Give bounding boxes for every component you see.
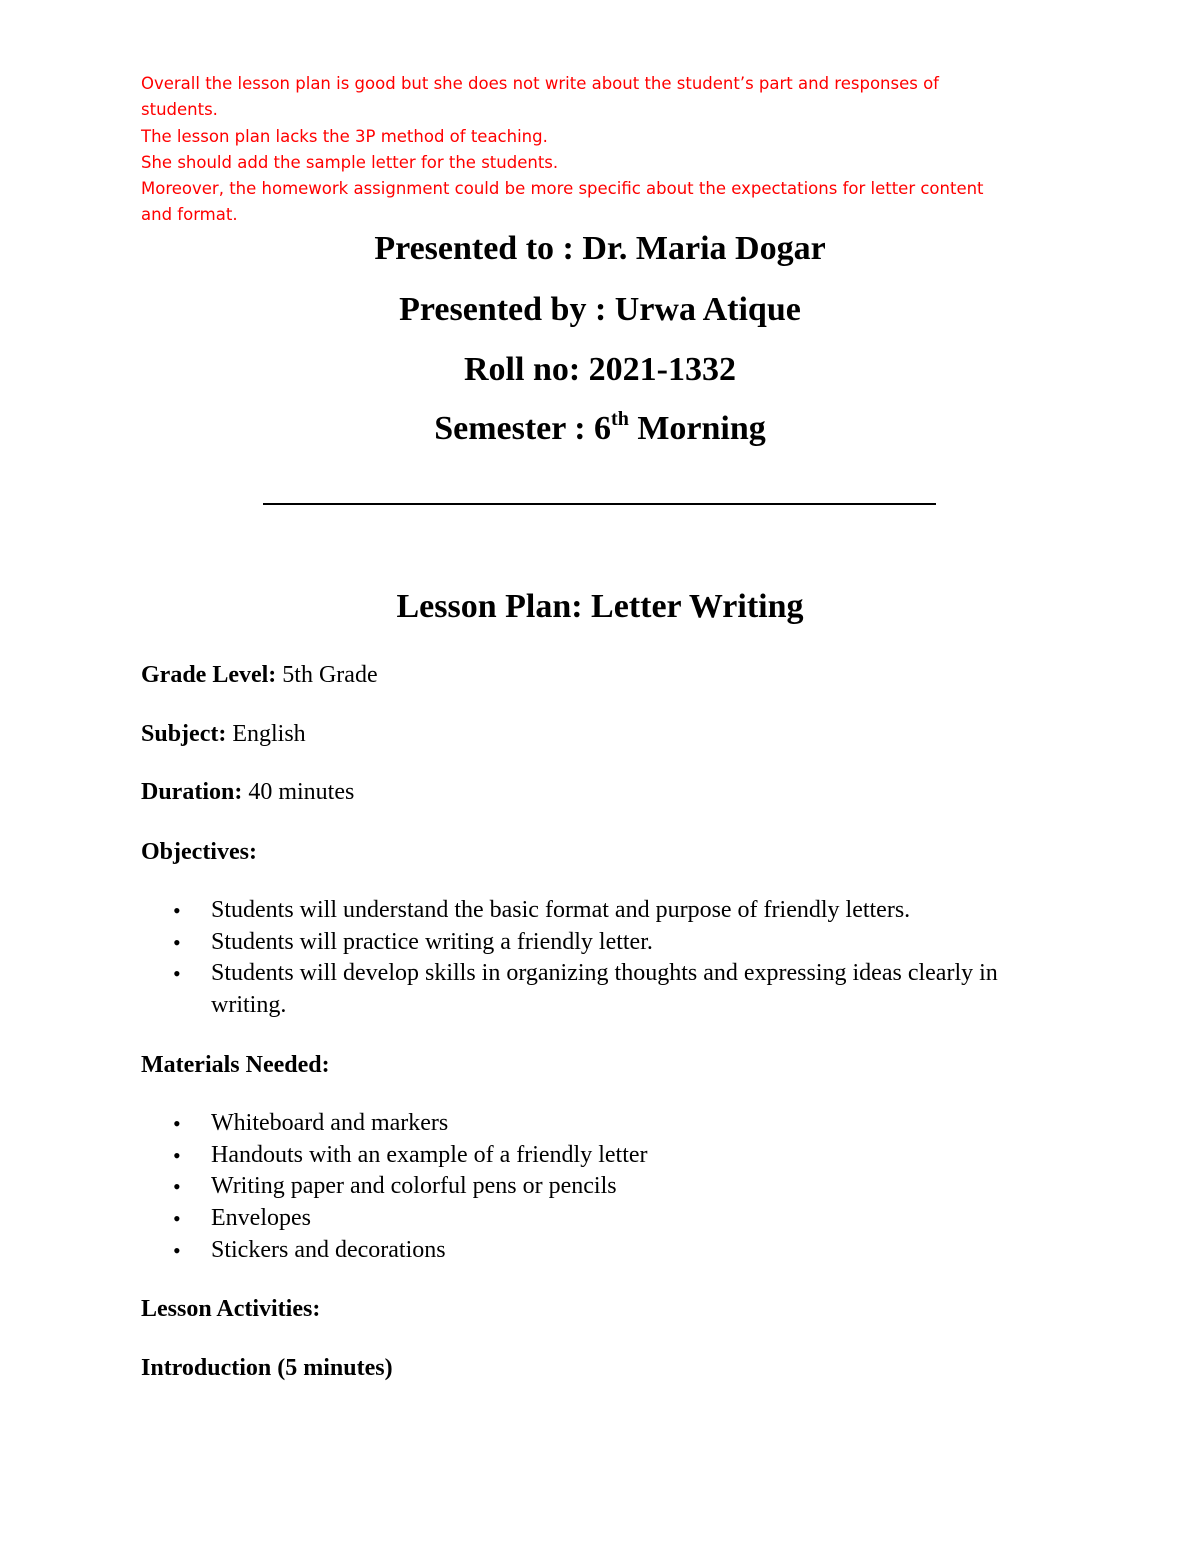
semester: [0, 409, 1200, 449]
bullet-icon: •: [173, 1237, 181, 1263]
roll-number: Roll no: 2021-1332: [464, 351, 736, 388]
bullet-icon: •: [173, 1174, 181, 1200]
semester-ordinal: th: [611, 407, 629, 430]
activities-heading: Lesson Activities:: [141, 1296, 321, 1322]
feedback-line: Overall the lesson plan is good but she does not write about the student’s part and responses of: [141, 74, 939, 93]
presented-by: Presented by : Urwa Atique: [399, 291, 801, 328]
bullet-icon: •: [173, 961, 181, 987]
duration-value: 40 minutes: [242, 779, 355, 805]
objectives-heading: Objectives:: [141, 839, 257, 865]
feedback-line: The lesson plan lacks the 3P method of teaching.: [141, 126, 548, 146]
duration-label: Duration:: [141, 779, 243, 805]
introduction-heading: Introduction (5 minutes): [141, 1355, 393, 1381]
list-item: • Writing paper and colorful pens or pencils: [141, 1171, 648, 1203]
subject-value: English: [226, 721, 306, 747]
materials-heading: Materials Needed:: [141, 1052, 330, 1078]
list-item: • Envelopes: [141, 1203, 648, 1235]
objectives-list: [141, 895, 1031, 1022]
list-item: • Whiteboard and markers: [141, 1108, 648, 1140]
grade-level-label: Grade Level:: [141, 662, 277, 688]
bullet-icon: •: [173, 898, 181, 923]
feedback-line: She should add the sample letter for the students.: [141, 152, 559, 172]
list-item: • Students will understand the basic format and purpose of friendly letters.: [141, 895, 1031, 927]
grade-level-value: 5th Grade: [276, 662, 378, 688]
duration: [141, 777, 354, 807]
materials-list: [141, 1108, 648, 1267]
subject-label: Subject:: [141, 721, 227, 747]
bullet-icon: •: [173, 1142, 181, 1168]
semester-prefix: Semester : 6: [434, 410, 612, 447]
feedback-line: Moreover, the homework assignment could be more specific about the expectations for letter content: [141, 179, 984, 199]
grade-level: [141, 660, 378, 690]
bullet-icon: •: [173, 1206, 181, 1232]
list-item: • Stickers and decorations: [141, 1235, 648, 1267]
divider-line: [263, 503, 936, 505]
reviewer-feedback: [141, 71, 1061, 229]
feedback-line: students.: [141, 100, 218, 120]
subject: [141, 719, 306, 749]
feedback-line: and format.: [141, 205, 238, 225]
bullet-icon: •: [173, 929, 181, 955]
semester-suffix: Morning: [628, 410, 766, 447]
list-item: • Students will develop skills in organizing thoughts and expressing ideas clearly in writing.: [173, 960, 998, 1019]
list-item: • Students will practice writing a friendly letter.: [141, 927, 1031, 959]
list-item: • Handouts with an example of a friendly letter: [141, 1140, 648, 1172]
lesson-title: Lesson Plan: Letter Writing: [396, 588, 804, 625]
bullet-icon: •: [173, 1111, 181, 1136]
presented-to: Presented to : Dr. Maria Dogar: [374, 230, 826, 267]
